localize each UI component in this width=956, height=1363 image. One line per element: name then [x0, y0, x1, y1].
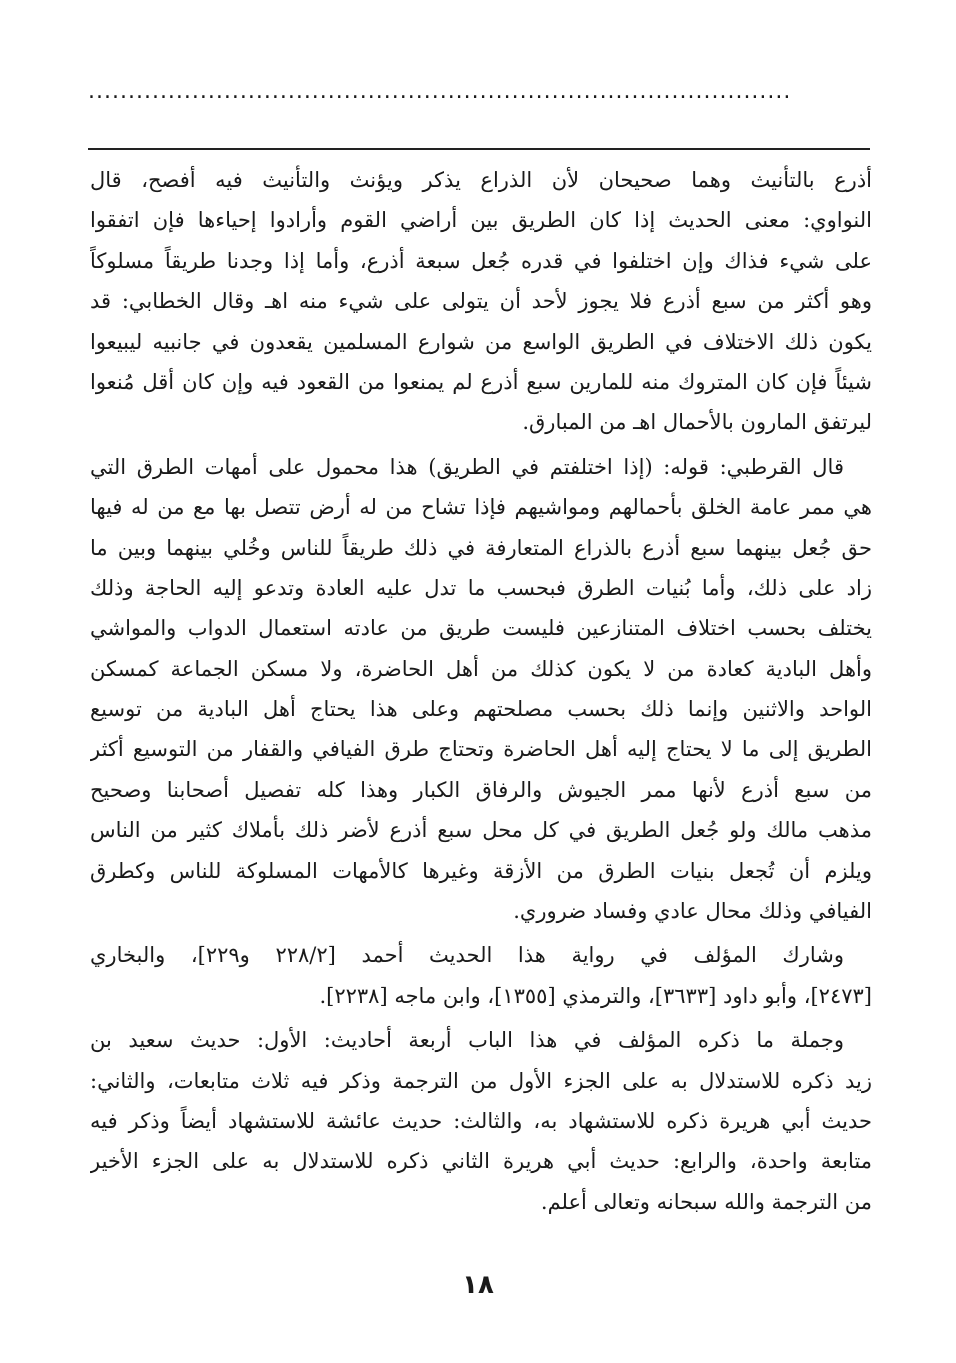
text-line: هي ممر عامة الخلق بأحمالهم ومواشيهم فإذا تشاح من له أرض تتصل بها مع من له فيها [90, 495, 872, 520]
text-line: الواحد والاثنين وإنما ذلك بحسب مصلحتهم وعلى هذا يحتاج أهل البادية من توسيع [90, 697, 872, 722]
paragraph [90, 935, 872, 1016]
text-line: الفيافي وذلك محال عادي وفساد ضروري. [513, 899, 872, 924]
text-line: الطريق إلى ما لا يحتاج إليه أهل الحاضرة وتحتاج طرق الفيافي والقفار من التوسيع أكثر [90, 737, 872, 762]
header-dotted-line: ........................................................................................ [88, 82, 792, 102]
text-line: يكون ذلك الاختلاف في الطريق الواسع من شوارع المسلمين يقعدون في جانبيه ليبيعوا [90, 329, 872, 354]
paragraph [90, 447, 872, 932]
text-line: النواوي: معنى الحديث إذا كان الطريق بين أراضي القوم وأرادوا إحياءها فإن اتفقوا [90, 208, 872, 233]
paragraph [90, 1020, 872, 1222]
text-line: زيد ذكره للاستدلال به على الجزء الأول من الترجمة وذكر فيه ثلاث متابعات، والثاني: [90, 1068, 872, 1093]
text-line: [٢٤٧٣]، وأبو داود [٣٦٣٣]، والترمذي [١٣٥٥]، وابن ماجه [٢٢٣٨]. [319, 983, 872, 1008]
text-line: مذهب مالك ولو جُعل الطريق في كل محل سبع أذرع لأضر ذلك بأملاك كثير من الناس [90, 818, 872, 843]
text-line: وشارك المؤلف في رواية هذا الحديث أحمد [٢٢٨/٢ و٢٢٩]، والبخاري [90, 943, 844, 968]
text-line: قال القرطبي: قوله: (إذا اختلفتم في الطريق) هذا محمول على أمهات الطرق التي [90, 454, 844, 479]
text-line: حق جُعل بينهما سبع أذرع بالذراع المتعارفة في ذلك طريقاً للناس وخُلي بينهما وبين ما [90, 535, 872, 560]
text-line: ويلزم أن تُجعل بنيات الطرق من الأزقة وغيرها كالأمهات المسلوكة للناس وكطرق [90, 858, 872, 883]
page-number: ١٨ [462, 1270, 494, 1300]
text-line: وجملة ما ذكره المؤلف في هذا الباب أربعة أحاديث: الأول: حديث سعيد بن [90, 1028, 844, 1053]
text-line: على شيء فذاك وإن اختلفوا في قدره جُعل سبعة أذرع، وأما إذا وجدنا طريقاً مسلوكاً [90, 248, 872, 273]
text-line: شيئاً فإن كان المتروك منه للمارين سبع أذرع لم يمنعوا من القعود فيه وإن كان أقل مُنعوا [90, 369, 872, 394]
text-line: حديث أبي هريرة ذكره للاستشهاد به، والثالث: حديث عائشة للاستشهاد أيضاً وذكر فيه [90, 1108, 872, 1133]
text-line: أذرع بالتأنيث وهما صحيحان لأن الذراع يذكر ويؤنث والتأنيث فيه أفصح، قال [90, 168, 872, 192]
header-rule [88, 148, 870, 150]
text-line: متابعة واحدة، والرابع: حديث أبي هريرة الثاني ذكره للاستدلال به على الجزء الأخير [90, 1149, 872, 1174]
text-line: وأهل البادية كعادة من لا يكون كذلك من أهل الحاضرة، ولا مسكن الجماعة كمسكن [90, 656, 872, 681]
text-line: من الترجمة والله سبحانه وتعالى أعلم. [540, 1189, 872, 1214]
text-line: وهو أكثر من سبع أذرع فلا يجوز لأحد أن يتولى على شيء منه اهـ وقال الخطابي: قد [90, 289, 872, 314]
text-line: يختلف بحسب اختلاف المتنازعين فليست طريق من عادته استعمال الدواب والمواشي [90, 616, 872, 641]
paragraph [90, 160, 872, 443]
text-line: من سبع أذرع لأنها ممر الجيوش والرفاق الكبار وهذا كله تفصيل أصحابنا وصحيح [90, 777, 872, 802]
text-line: زاد على ذلك، وأما بُنيات الطرق فبحسب ما تدل عليه العادة وتدعو إليه الحاجة وذلك [90, 575, 872, 600]
text-line: ليرتفق المارون بالأحمال اهـ من المبارق. [522, 410, 872, 435]
main-text [90, 160, 872, 1222]
